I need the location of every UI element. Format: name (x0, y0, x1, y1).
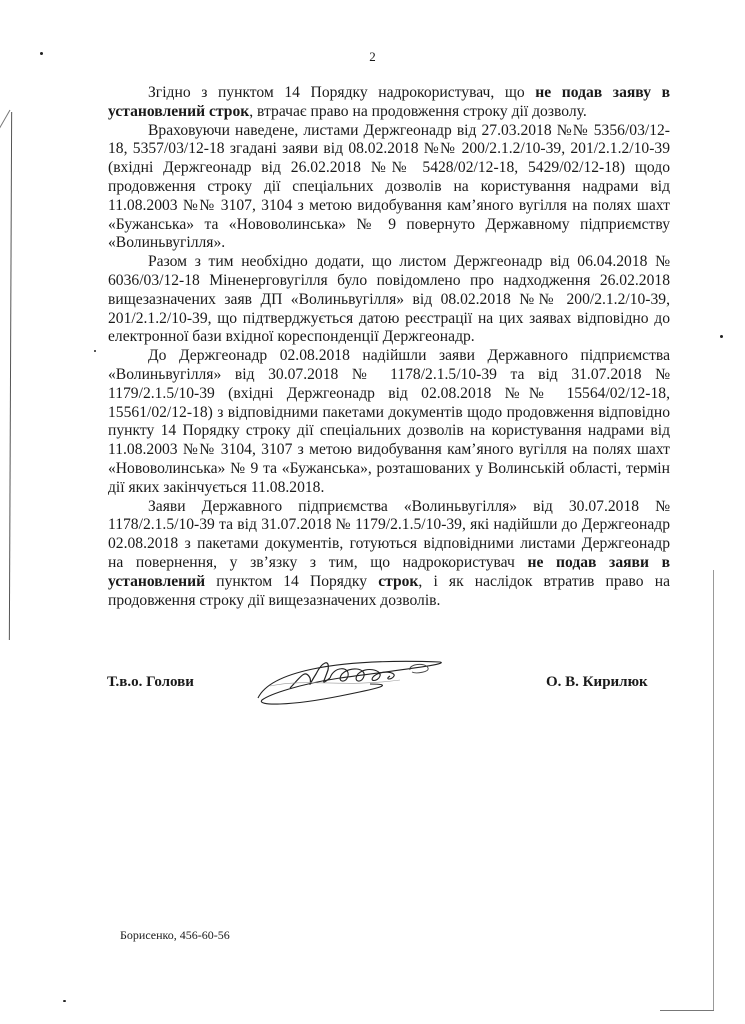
handwritten-signature (250, 648, 450, 712)
scan-speck (720, 335, 723, 338)
paragraph (108, 498, 670, 611)
scan-artifact (713, 570, 714, 1010)
paragraph-text: Разом з тим необхідно додати, що листом Держгеонадр від 06.04.2018 № 6036/03/12-18 Міненерговугілля було повідомлено про надходження 26.02.2018 вищезазначених заяв ДП «Волиньвугілля» від 08.02.2018 №№ 200/2.1.2/10-39, 201/2.1.2/10-39, що підтверджується датою реєстрації на цих заявах відповідно до електронної бази вхідної кореспонденції Держгеонадр. (108, 253, 670, 346)
signature-stroke (258, 661, 441, 704)
paragraph (108, 84, 670, 122)
scan-artifact (0, 110, 10, 136)
scan-speck (63, 1000, 66, 1002)
scan-artifact (9, 112, 12, 640)
page-number: 2 (369, 49, 376, 64)
paragraph-text: , втрачає право на продовження строку дії дозволу. (249, 102, 587, 120)
signatory-title: Т.в.о. Голови (107, 674, 194, 690)
paragraph (108, 253, 670, 347)
paragraph-text: пунктом 14 Порядку (205, 572, 379, 590)
paragraph-text: Враховуючи наведене, листами Держгеонадр від 27.03.2018 №№ 5356/03/12-18, 5357/03/12-18 згадані заяви від 08.02.2018 №№ 200/2.1.2/10-39, 201/2.1.2/10-39 (вхідні Держгеонадр від 26.02.2018 №№ 5428/02/12-18, 5429/02/12-18) щодо продовження строку дії спеціальних дозволів на користування надрами від 11.08.2003 №№ 3107, 3104 з метою видобування кам’яного вугілля на полях шахт «Бужанська» та «Нововолинська» № 9 повернуто Державному підприємству «Волиньвугілля». (108, 121, 670, 252)
emphasized-text: не подав заяви в установлений (108, 553, 670, 590)
scan-artifact (660, 1010, 714, 1011)
paragraph (108, 122, 670, 254)
signature-stroke (270, 680, 400, 686)
paragraph-text: До Держгеонадр 02.08.2018 надійшли заяви Державного підприємства «Волиньвугілля» від 30.07.2018 № 1178/2.1.5/10-39 та від 31.07.2018 № 1179/2.1.5/10-39 (вхідні Держгеонадр від 02.08.2018 №№ 15564/02/12-18, 15561/02/12-18) з відповідними пакетами документів щодо продовження відповідно пункту 14 Порядку строку дії спеціальних дозволів на користування надрами від 11.08.2003 №№ 3104, 3107 з метою видобування кам’яного вугілля на полях шахт «Нововолинська» № 9 та «Бужанська», розташованих у Волинській області, термін дії яких закінчується 11.08.2018. (108, 347, 670, 496)
document-body (108, 84, 670, 610)
scan-speck (94, 350, 96, 352)
emphasized-text: не подав заяву в установлений строк (108, 84, 670, 120)
paragraph-text: Згідно з пунктом 14 Порядку надрокористувач, що (148, 84, 536, 101)
paragraph (108, 347, 670, 497)
emphasized-text: строк (378, 572, 419, 590)
paragraph-text: , і як наслідок втратив право на продовження строку дії вищезазначених дозволів. (108, 572, 670, 609)
executor-contact: Борисенко, 456-60-56 (120, 928, 230, 942)
paragraph-text: Заяви Державного підприємства «Волиньвугілля» від 30.07.2018 № 1178/2.1.5/10-39 та від 31.07.2018 № 1179/2.1.5/10-39, які надійшли до Держгеонадр 02.08.2018 з пакетами документів, готуються відповідними листами Держгеонадр на повернення, у зв’язку з тим, що надрокористувач (108, 497, 670, 571)
scan-speck (40, 52, 43, 55)
signatory-name: О. В. Кирилюк (546, 674, 648, 690)
